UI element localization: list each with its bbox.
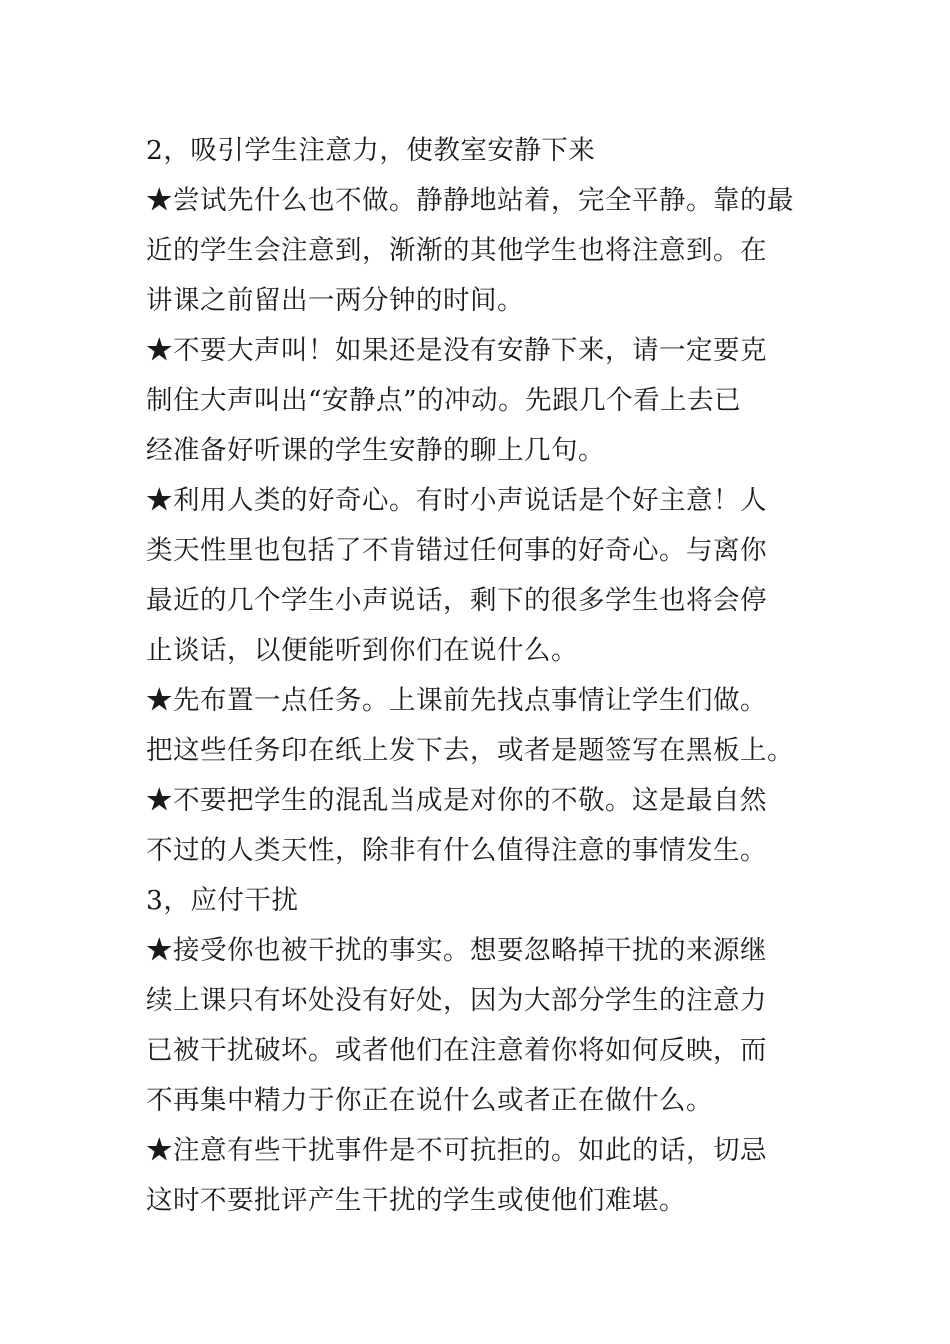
paragraph-line: 止谈话，以便能听到你们在说什么。	[146, 635, 578, 666]
paragraph-line: 把这些任务印在纸上发下去，或者是题签写在黑板上。	[146, 735, 794, 766]
paragraph-line: ★注意有些干扰事件是不可抗拒的。如此的话，切忌	[146, 1135, 767, 1166]
paragraph-line: ★先布置一点任务。上课前先找点事情让学生们做。	[146, 685, 767, 716]
paragraph-line: 最近的几个学生小声说话，剩下的很多学生也将会停	[146, 585, 767, 616]
paragraph-line: 制住大声叫出“安静点”的冲动。先跟几个看上去已	[146, 385, 742, 416]
paragraph-line: 类天性里也包括了不肯错过任何事的好奇心。与离你	[146, 535, 767, 566]
paragraph-line: ★不要大声叫！如果还是没有安静下来，请一定要克	[146, 335, 767, 366]
paragraph-line: 这时不要批评产生干扰的学生或使他们难堪。	[146, 1185, 686, 1216]
paragraph-line: ★尝试先什么也不做。静静地站着，完全平静。靠的最	[146, 185, 794, 216]
document-body	[146, 126, 826, 1226]
paragraph-line: 近的学生会注意到，渐渐的其他学生也将注意到。在	[146, 235, 767, 266]
paragraph-line: 续上课只有坏处没有好处，因为大部分学生的注意力	[146, 985, 767, 1016]
paragraph-line: 已被干扰破坏。或者他们在注意着你将如何反映，而	[146, 1035, 767, 1066]
paragraph-line: 经准备好听课的学生安静的聊上几句。	[146, 435, 605, 466]
paragraph-line: ★接受你也被干扰的事实。想要忽略掉干扰的来源继	[146, 935, 767, 966]
paragraph-line: 不过的人类天性，除非有什么值得注意的事情发生。	[146, 835, 767, 866]
paragraph-line: ★利用人类的好奇心。有时小声说话是个好主意！人	[146, 485, 767, 516]
heading-handle-interruptions: 3，应付干扰	[146, 885, 299, 916]
paragraph-line: 讲课之前留出一两分钟的时间。	[146, 285, 524, 316]
heading-attract-attention: 2，吸引学生注意力，使教室安静下来	[146, 135, 596, 166]
paragraph-line: ★不要把学生的混乱当成是对你的不敬。这是最自然	[146, 785, 767, 816]
paragraph-line: 不再集中精力于你正在说什么或者正在做什么。	[146, 1085, 713, 1116]
